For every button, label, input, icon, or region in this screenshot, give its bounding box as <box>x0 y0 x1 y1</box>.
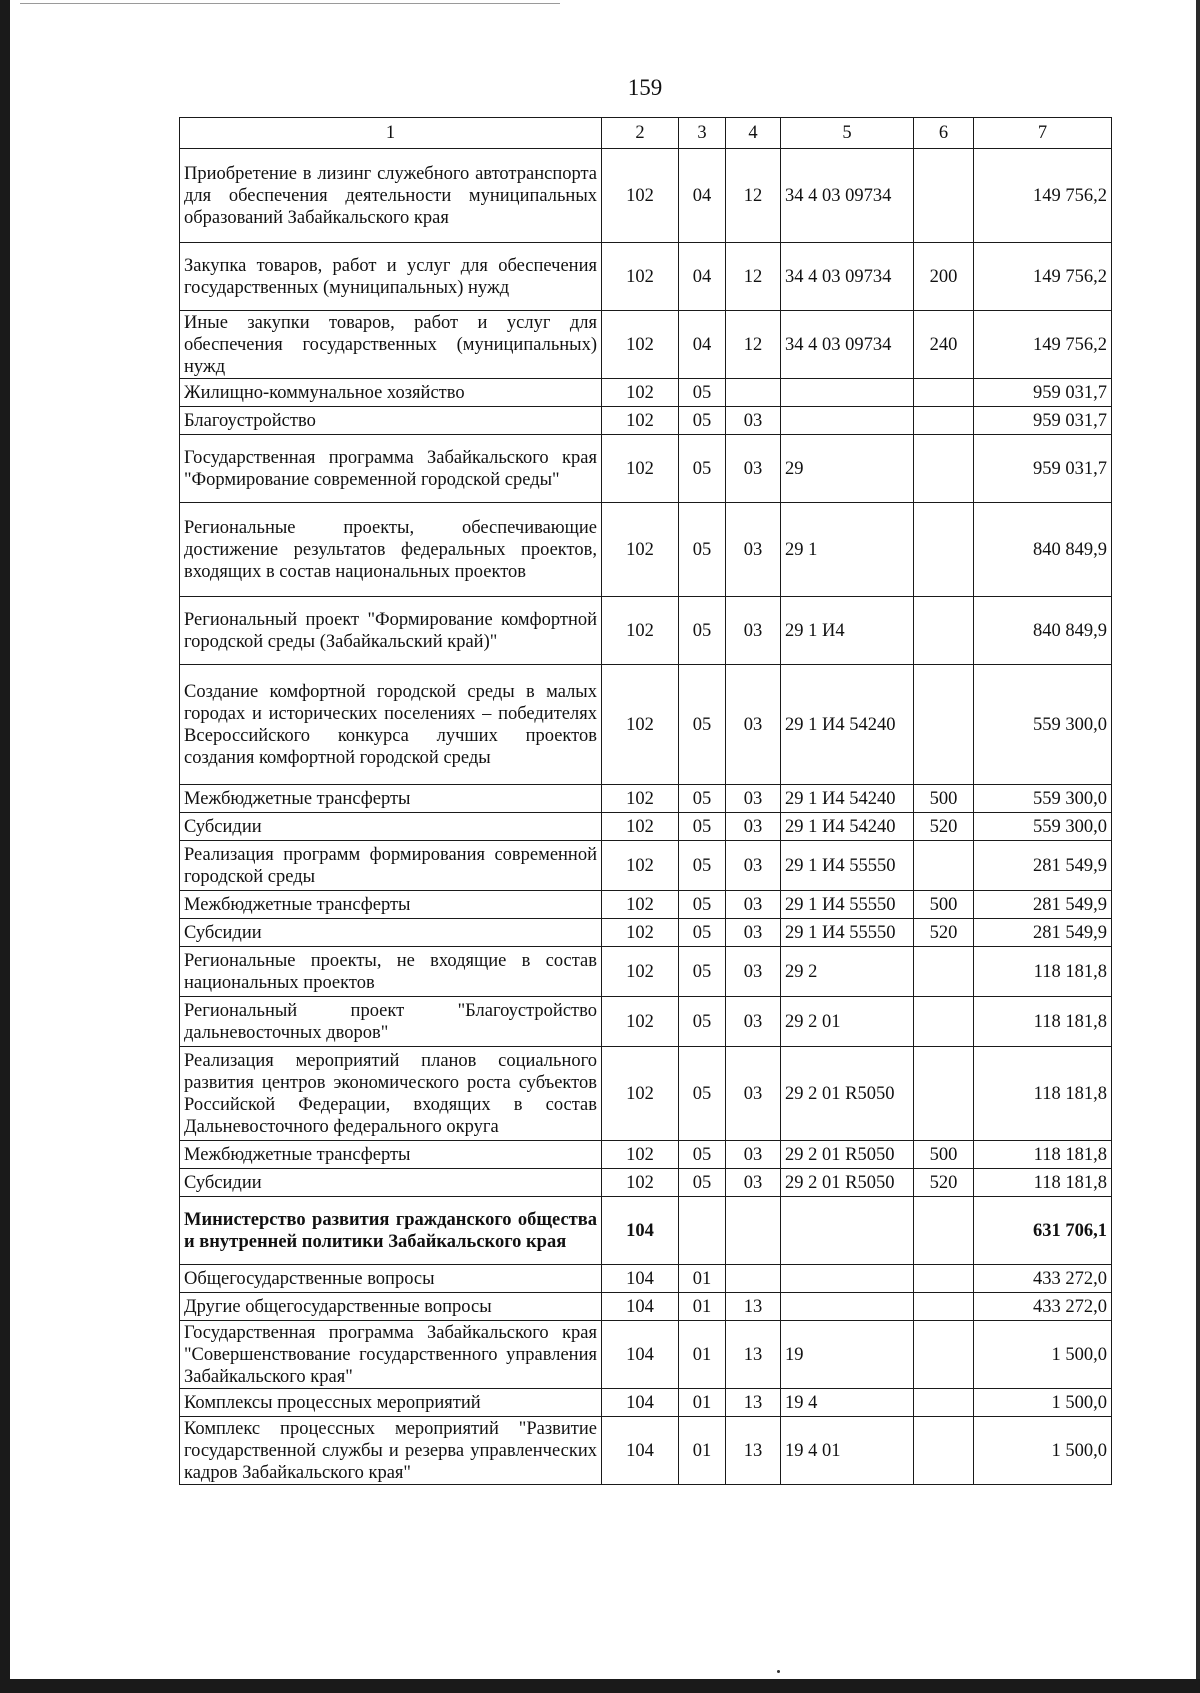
cell-col4: 13 <box>726 1321 781 1389</box>
cell-col3: 05 <box>679 813 726 841</box>
cell-col3: 05 <box>679 379 726 407</box>
cell-col4: 03 <box>726 997 781 1047</box>
column-header: 4 <box>726 118 781 149</box>
cell-col4: 03 <box>726 919 781 947</box>
cell-name: Министерство развития гражданского общества и внутренней политики Забайкальского края <box>180 1197 602 1265</box>
cell-col6: 520 <box>914 919 974 947</box>
cell-col5: 29 1 И4 55550 <box>781 919 914 947</box>
table-row <box>180 503 1112 597</box>
cell-col2: 102 <box>602 891 679 919</box>
cell-col2: 102 <box>602 1047 679 1141</box>
cell-col5: 19 4 01 <box>781 1417 914 1485</box>
cell-col7: 959 031,7 <box>974 435 1112 503</box>
table-body <box>180 149 1112 1485</box>
cell-col4: 03 <box>726 947 781 997</box>
scan-bottom-edge <box>0 1679 1200 1693</box>
cell-name: Реализация программ формирования современной городской среды <box>180 841 602 891</box>
scan-top-line <box>20 3 560 4</box>
cell-col2: 102 <box>602 149 679 243</box>
cell-col7: 959 031,7 <box>974 379 1112 407</box>
cell-col5: 29 1 И4 54240 <box>781 813 914 841</box>
cell-col6 <box>914 1265 974 1293</box>
cell-col5: 29 1 И4 54240 <box>781 665 914 785</box>
table-row <box>180 597 1112 665</box>
cell-col4: 03 <box>726 597 781 665</box>
cell-name: Общегосударственные вопросы <box>180 1265 602 1293</box>
cell-col7: 118 181,8 <box>974 1141 1112 1169</box>
cell-col4: 12 <box>726 243 781 311</box>
cell-col4: 03 <box>726 1047 781 1141</box>
cell-col2: 104 <box>602 1321 679 1389</box>
cell-col5: 29 2 01 R5050 <box>781 1047 914 1141</box>
cell-col3: 05 <box>679 997 726 1047</box>
cell-col3: 04 <box>679 243 726 311</box>
cell-name: Другие общегосударственные вопросы <box>180 1293 602 1321</box>
table-header-row <box>180 118 1112 149</box>
cell-col2: 102 <box>602 243 679 311</box>
cell-col7: 559 300,0 <box>974 813 1112 841</box>
table-row <box>180 841 1112 891</box>
cell-col2: 102 <box>602 785 679 813</box>
cell-col4: 13 <box>726 1417 781 1485</box>
cell-col4: 03 <box>726 435 781 503</box>
cell-col3: 05 <box>679 919 726 947</box>
cell-col7: 281 549,9 <box>974 919 1112 947</box>
cell-col5: 29 2 <box>781 947 914 997</box>
cell-col5: 29 1 И4 55550 <box>781 891 914 919</box>
cell-name: Благоустройство <box>180 407 602 435</box>
cell-col3: 01 <box>679 1389 726 1417</box>
column-header: 6 <box>914 118 974 149</box>
table-row <box>180 919 1112 947</box>
cell-col4: 13 <box>726 1293 781 1321</box>
cell-col2: 104 <box>602 1265 679 1293</box>
cell-col3: 04 <box>679 311 726 379</box>
cell-col4: 03 <box>726 841 781 891</box>
cell-col6 <box>914 1321 974 1389</box>
table-row <box>180 435 1112 503</box>
cell-col5: 29 <box>781 435 914 503</box>
cell-col5 <box>781 407 914 435</box>
cell-col3: 05 <box>679 891 726 919</box>
cell-col2: 102 <box>602 407 679 435</box>
table-row <box>180 947 1112 997</box>
cell-name: Комплекс процессных мероприятий "Развитие государственной службы и резерва управленческих кадров Забайкальского края" <box>180 1417 602 1485</box>
cell-col6 <box>914 1197 974 1265</box>
cell-col7: 149 756,2 <box>974 243 1112 311</box>
cell-name: Приобретение в лизинг служебного автотранспорта для обеспечения деятельности муниципальных образований Забайкальского края <box>180 149 602 243</box>
cell-col5: 19 4 <box>781 1389 914 1417</box>
cell-col4: 12 <box>726 311 781 379</box>
cell-name: Региональный проект "Благоустройство дальневосточных дворов" <box>180 997 602 1047</box>
cell-name: Межбюджетные трансферты <box>180 1141 602 1169</box>
cell-col4: 03 <box>726 1169 781 1197</box>
cell-col5 <box>781 1265 914 1293</box>
cell-col6 <box>914 947 974 997</box>
table-row <box>180 1141 1112 1169</box>
cell-name: Межбюджетные трансферты <box>180 785 602 813</box>
cell-name: Жилищно-коммунальное хозяйство <box>180 379 602 407</box>
cell-col4: 03 <box>726 891 781 919</box>
cell-name: Субсидии <box>180 1169 602 1197</box>
cell-col7: 631 706,1 <box>974 1197 1112 1265</box>
cell-col7: 840 849,9 <box>974 597 1112 665</box>
cell-col7: 149 756,2 <box>974 311 1112 379</box>
cell-col6 <box>914 407 974 435</box>
table-row <box>180 149 1112 243</box>
cell-col4: 03 <box>726 407 781 435</box>
cell-col7: 118 181,8 <box>974 1047 1112 1141</box>
cell-col7: 149 756,2 <box>974 149 1112 243</box>
table-row <box>180 1265 1112 1293</box>
cell-col6: 500 <box>914 1141 974 1169</box>
cell-col5: 19 <box>781 1321 914 1389</box>
table-row <box>180 407 1112 435</box>
table-row <box>180 785 1112 813</box>
table-row <box>180 891 1112 919</box>
cell-col2: 102 <box>602 1169 679 1197</box>
cell-col2: 104 <box>602 1293 679 1321</box>
cell-col6: 520 <box>914 1169 974 1197</box>
cell-name: Межбюджетные трансферты <box>180 891 602 919</box>
cell-col6: 500 <box>914 891 974 919</box>
cell-col6 <box>914 503 974 597</box>
cell-col2: 104 <box>602 1197 679 1265</box>
table-row <box>180 1047 1112 1141</box>
cell-col3: 01 <box>679 1417 726 1485</box>
cell-col3 <box>679 1197 726 1265</box>
column-header: 3 <box>679 118 726 149</box>
cell-col3: 01 <box>679 1321 726 1389</box>
cell-col7: 118 181,8 <box>974 1169 1112 1197</box>
cell-col7: 118 181,8 <box>974 947 1112 997</box>
cell-col2: 102 <box>602 379 679 407</box>
cell-col5: 29 2 01 R5050 <box>781 1169 914 1197</box>
cell-col4: 03 <box>726 785 781 813</box>
table-row <box>180 1197 1112 1265</box>
cell-name: Закупка товаров, работ и услуг для обеспечения государственных (муниципальных) нужд <box>180 243 602 311</box>
cell-col5 <box>781 379 914 407</box>
cell-col7: 559 300,0 <box>974 665 1112 785</box>
cell-name: Субсидии <box>180 919 602 947</box>
cell-name: Региональные проекты, не входящие в состав национальных проектов <box>180 947 602 997</box>
cell-col7: 959 031,7 <box>974 407 1112 435</box>
budget-table <box>179 117 1112 1485</box>
cell-col6 <box>914 1293 974 1321</box>
cell-col3: 05 <box>679 435 726 503</box>
cell-col7: 1 500,0 <box>974 1417 1112 1485</box>
cell-col6 <box>914 379 974 407</box>
cell-col4 <box>726 1265 781 1293</box>
cell-col5: 29 1 И4 55550 <box>781 841 914 891</box>
cell-col5: 34 4 03 09734 <box>781 311 914 379</box>
cell-col5: 29 1 И4 <box>781 597 914 665</box>
cell-col7: 118 181,8 <box>974 997 1112 1047</box>
table-row <box>180 1293 1112 1321</box>
cell-col5: 29 2 01 R5050 <box>781 1141 914 1169</box>
cell-col3: 01 <box>679 1265 726 1293</box>
table-row <box>180 813 1112 841</box>
cell-col2: 104 <box>602 1389 679 1417</box>
cell-col4: 03 <box>726 503 781 597</box>
table-row <box>180 379 1112 407</box>
column-header: 5 <box>781 118 914 149</box>
cell-col2: 104 <box>602 1417 679 1485</box>
column-header: 1 <box>180 118 602 149</box>
cell-col6 <box>914 665 974 785</box>
cell-col5 <box>781 1197 914 1265</box>
cell-col2: 102 <box>602 435 679 503</box>
cell-col2: 102 <box>602 1141 679 1169</box>
cell-col3: 05 <box>679 947 726 997</box>
table-row <box>180 665 1112 785</box>
cell-col6 <box>914 1417 974 1485</box>
cell-col2: 102 <box>602 997 679 1047</box>
cell-col3: 05 <box>679 597 726 665</box>
cell-col3: 05 <box>679 841 726 891</box>
cell-col3: 05 <box>679 1047 726 1141</box>
cell-col4: 03 <box>726 813 781 841</box>
table-row <box>180 1389 1112 1417</box>
cell-col7: 840 849,9 <box>974 503 1112 597</box>
cell-col3: 05 <box>679 503 726 597</box>
cell-col3: 05 <box>679 785 726 813</box>
cell-col2: 102 <box>602 665 679 785</box>
cell-col6: 500 <box>914 785 974 813</box>
scan-left-edge <box>0 0 10 1693</box>
cell-name: Государственная программа Забайкальского края "Формирование современной городской среды" <box>180 435 602 503</box>
cell-name: Региональный проект "Формирование комфортной городской среды (Забайкальский край)" <box>180 597 602 665</box>
cell-col3: 05 <box>679 1141 726 1169</box>
cell-col5: 29 2 01 <box>781 997 914 1047</box>
cell-col5: 34 4 03 09734 <box>781 243 914 311</box>
cell-col6 <box>914 435 974 503</box>
cell-name: Реализация мероприятий планов социального развития центров экономического роста субъектов Российской Федерации, входящих в состав Дальневосточного федерального округа <box>180 1047 602 1141</box>
cell-col6: 520 <box>914 813 974 841</box>
cell-col7: 433 272,0 <box>974 1265 1112 1293</box>
cell-col6 <box>914 1389 974 1417</box>
cell-col2: 102 <box>602 919 679 947</box>
cell-col2: 102 <box>602 597 679 665</box>
table-row <box>180 311 1112 379</box>
cell-col3: 05 <box>679 407 726 435</box>
cell-col4 <box>726 379 781 407</box>
cell-col2: 102 <box>602 503 679 597</box>
cell-col6 <box>914 1047 974 1141</box>
cell-col7: 559 300,0 <box>974 785 1112 813</box>
cell-col6 <box>914 841 974 891</box>
cell-name: Субсидии <box>180 813 602 841</box>
cell-col6 <box>914 597 974 665</box>
scan-speck <box>777 1670 780 1673</box>
cell-col7: 433 272,0 <box>974 1293 1112 1321</box>
cell-col7: 1 500,0 <box>974 1389 1112 1417</box>
cell-name: Комплексы процессных мероприятий <box>180 1389 602 1417</box>
cell-col5: 29 1 И4 54240 <box>781 785 914 813</box>
cell-col3: 01 <box>679 1293 726 1321</box>
cell-col5 <box>781 1293 914 1321</box>
cell-name: Создание комфортной городской среды в малых городах и исторических поселениях – победителях Всероссийского конкурса лучших проектов создания комфортной городской среды <box>180 665 602 785</box>
cell-col4: 03 <box>726 665 781 785</box>
cell-col2: 102 <box>602 841 679 891</box>
cell-col4 <box>726 1197 781 1265</box>
table-row <box>180 243 1112 311</box>
cell-col5: 29 1 <box>781 503 914 597</box>
cell-col7: 281 549,9 <box>974 891 1112 919</box>
cell-col4: 03 <box>726 1141 781 1169</box>
cell-col4: 13 <box>726 1389 781 1417</box>
cell-col6: 240 <box>914 311 974 379</box>
table-row <box>180 1321 1112 1389</box>
cell-name: Иные закупки товаров, работ и услуг для обеспечения государственных (муниципальных) нужд <box>180 311 602 379</box>
cell-col7: 1 500,0 <box>974 1321 1112 1389</box>
cell-col3: 05 <box>679 1169 726 1197</box>
table-row <box>180 1169 1112 1197</box>
table-row <box>180 1417 1112 1485</box>
cell-col2: 102 <box>602 947 679 997</box>
cell-col4: 12 <box>726 149 781 243</box>
cell-col2: 102 <box>602 311 679 379</box>
column-header: 7 <box>974 118 1112 149</box>
cell-name: Государственная программа Забайкальского края "Совершенствование государственного управления Забайкальского края" <box>180 1321 602 1389</box>
scan-right-edge <box>1196 0 1200 1693</box>
cell-col6 <box>914 149 974 243</box>
cell-col7: 281 549,9 <box>974 841 1112 891</box>
cell-col3: 05 <box>679 665 726 785</box>
cell-col5: 34 4 03 09734 <box>781 149 914 243</box>
cell-col2: 102 <box>602 813 679 841</box>
cell-name: Региональные проекты, обеспечивающие достижение результатов федеральных проектов, входящих в состав национальных проектов <box>180 503 602 597</box>
cell-col6 <box>914 997 974 1047</box>
page-number: 159 <box>627 75 663 100</box>
cell-col6: 200 <box>914 243 974 311</box>
column-header: 2 <box>602 118 679 149</box>
cell-col3: 04 <box>679 149 726 243</box>
table-row <box>180 997 1112 1047</box>
